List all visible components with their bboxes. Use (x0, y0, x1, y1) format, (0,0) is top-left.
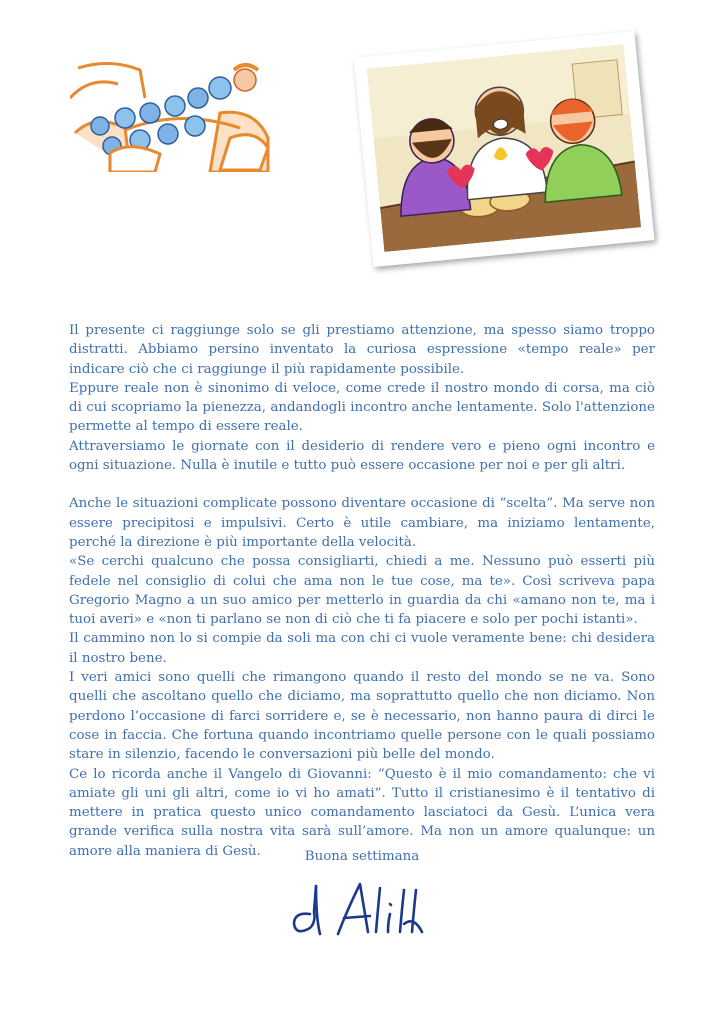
paragraph: Ce lo ricorda anche il Vangelo di Giovanni: “Questo è il mio comandamento: che vi amiate gli uni gli altri, come io vi ho amati”. Tutto il cristianesimo è il tentativo di mettere in pratica questo unico comandamento lasciatoci da Gesù. L’unica vera grande verifica sulla nostra vita sarà sull’amore. Ma non un amore qualunque: un amore alla maniera di Gesù. (69, 766, 655, 859)
paragraph: «Se cerchi qualcuno che possa consigliarti, chiedi a me. Nessuno può esserti più fedele nel consiglio di colui che ama non le tue cose, ma te». Così scriveva papa Gregorio Magno a un suo amico per metterlo in guardia da chi «amano non te, ma i tuoi averi» e «non ti parlano se non di ciò che ti fa piacere e solo per pochi istanti». (69, 554, 655, 628)
paragraph: Attraversiamo le giornate con il desiderio di rendere vero e pieno ogni incontro e ogni situazione. Nulla è inutile e tutto può essere occasione per noi e per gli altri. (69, 438, 655, 474)
polaroid-photo (354, 31, 655, 267)
paragraph: Il presente ci raggiunge solo se gli prestiamo attenzione, ma spesso siamo troppo distratti. Abbiamo persino inventato la curiosa espressione «tempo reale» per indicare ciò che ci raggiunge il più rapidamente possibile. (69, 323, 655, 377)
paragraph: Anche le situazioni complicate possono diventare occasione di “scelta”. Ma serve non essere precipitosi e impulsivi. Certo è utile cambiare, ma iniziamo lentamente, perché la direzione è più importante della velocità. (69, 496, 655, 550)
paragraph: Eppure reale non è sinonimo di veloce, come crede il nostro mondo di corsa, ma ciò di cui scopriamo la pienezza, andandogli incontro anche lentamente. Solo l'attenzione permette al tempo di essere reale. (69, 380, 655, 435)
last-supper-illustration (367, 44, 641, 252)
paragraph: Il cammino non lo si compie da soli ma con chi ci vuole veramente bene: chi desidera il nostro bene. (69, 631, 655, 666)
paragraph-spacer (69, 475, 655, 494)
signoff: Buona settimana (304, 849, 420, 864)
crowd-illustration (70, 58, 270, 172)
paragraph: I veri amici sono quelli che rimangono quando il resto del mondo se ne va. Sono quelli che ascoltano quello che diciamo, ma soprattutto quello che non diciamo. Non perdono l’occasione di farci sorridere e, se è necessario, non hanno paura di dirci le cose in faccia. Che fortuna quando incontriamo quelle persone con le quali possiamo stare in silenzio, facendo le conversazioni più belle del mondo. (69, 670, 655, 763)
letter-body (69, 321, 655, 861)
handwritten-signature (286, 878, 436, 940)
